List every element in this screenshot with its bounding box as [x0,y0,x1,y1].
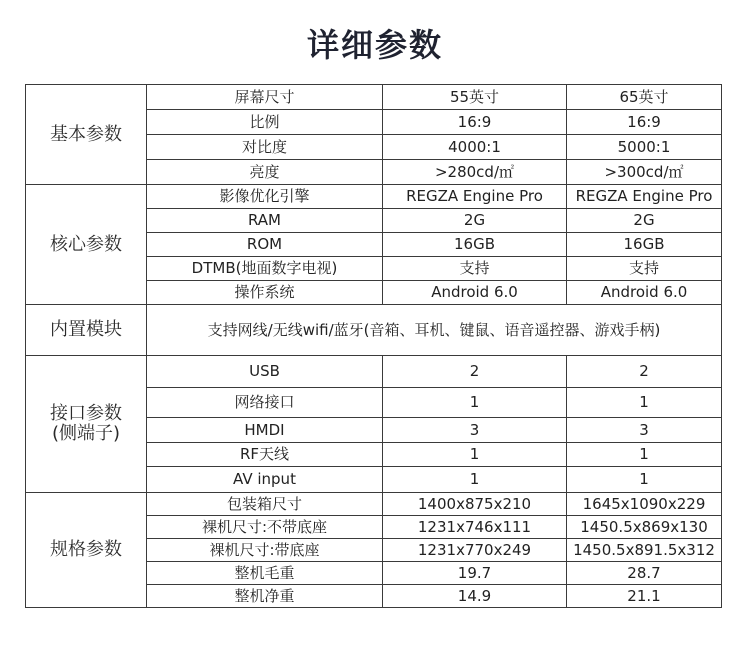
row-value-55: 1 [383,467,567,493]
row-value-65: REGZA Engine Pro [567,185,722,209]
row-label: 影像优化引擎 [147,185,383,209]
group-ports [26,356,147,493]
row-value-55: 55英寸 [383,85,567,110]
row-label: 比例 [147,110,383,135]
group-ports-line2: (侧端子) [51,423,121,444]
group-basic: 基本参数 [26,85,147,185]
row-value-65: 2G [567,209,722,233]
table-row [26,356,722,388]
group-spec: 规格参数 [26,493,147,608]
row-label: HMDI [147,418,383,443]
row-label: 裸机尺寸:不带底座 [147,516,383,539]
row-label: ROM [147,233,383,257]
row-value-65: 1 [567,388,722,418]
row-value-55: Android 6.0 [383,281,567,305]
row-label: 对比度 [147,135,383,160]
row-value-65: 1450.5x869x130 [567,516,722,539]
row-value-55: 19.7 [383,562,567,585]
group-builtin: 内置模块 [26,305,147,356]
row-value-65: 65英寸 [567,85,722,110]
row-label: 屏幕尺寸 [147,85,383,110]
row-label: 整机毛重 [147,562,383,585]
row-value-65: 28.7 [567,562,722,585]
row-value-55: 1231x770x249 [383,539,567,562]
row-value-55: 支持 [383,257,567,281]
row-value-65: 1645x1090x229 [567,493,722,516]
row-value-55: 4000:1 [383,135,567,160]
group-ports-line1: 接口参数 [50,403,122,425]
row-value-65: >300cd/㎡ [567,160,722,185]
row-label: 网络接口 [147,388,383,418]
row-value-65: 支持 [567,257,722,281]
row-value-55: REGZA Engine Pro [383,185,567,209]
builtin-description: 支持网线/无线wifi/蓝牙(音箱、耳机、键鼠、语音遥控器、游戏手柄) [147,305,722,356]
row-label: 亮度 [147,160,383,185]
row-value-55: 1 [383,443,567,467]
row-value-55: 16GB [383,233,567,257]
row-value-65: 2 [567,356,722,388]
group-core: 核心参数 [26,185,147,305]
row-value-55: 3 [383,418,567,443]
row-label: 操作系统 [147,281,383,305]
row-value-55: >280cd/㎡ [383,160,567,185]
row-value-65: Android 6.0 [567,281,722,305]
row-label: 裸机尺寸:带底座 [147,539,383,562]
table-row [26,85,722,110]
row-label: RAM [147,209,383,233]
row-value-65: 1450.5x891.5x312 [567,539,722,562]
row-value-55: 14.9 [383,585,567,608]
row-label: RF天线 [147,443,383,467]
row-value-65: 3 [567,418,722,443]
row-value-55: 16:9 [383,110,567,135]
row-value-65: 1 [567,467,722,493]
row-value-55: 2 [383,356,567,388]
row-label: USB [147,356,383,388]
row-value-65: 21.1 [567,585,722,608]
row-value-55: 1400x875x210 [383,493,567,516]
row-value-65: 16GB [567,233,722,257]
row-label: AV input [147,467,383,493]
row-value-65: 16:9 [567,110,722,135]
row-value-65: 5000:1 [567,135,722,160]
row-value-55: 1231x746x111 [383,516,567,539]
row-label: 包装箱尺寸 [147,493,383,516]
page-title: 详细参数 [306,26,443,64]
row-label: 整机净重 [147,585,383,608]
row-value-55: 2G [383,209,567,233]
table-row [26,185,722,209]
spec-table [25,84,722,608]
table-row [26,305,722,356]
row-value-65: 1 [567,443,722,467]
row-value-55: 1 [383,388,567,418]
row-label: DTMB(地面数字电视) [147,257,383,281]
table-row [26,493,722,516]
